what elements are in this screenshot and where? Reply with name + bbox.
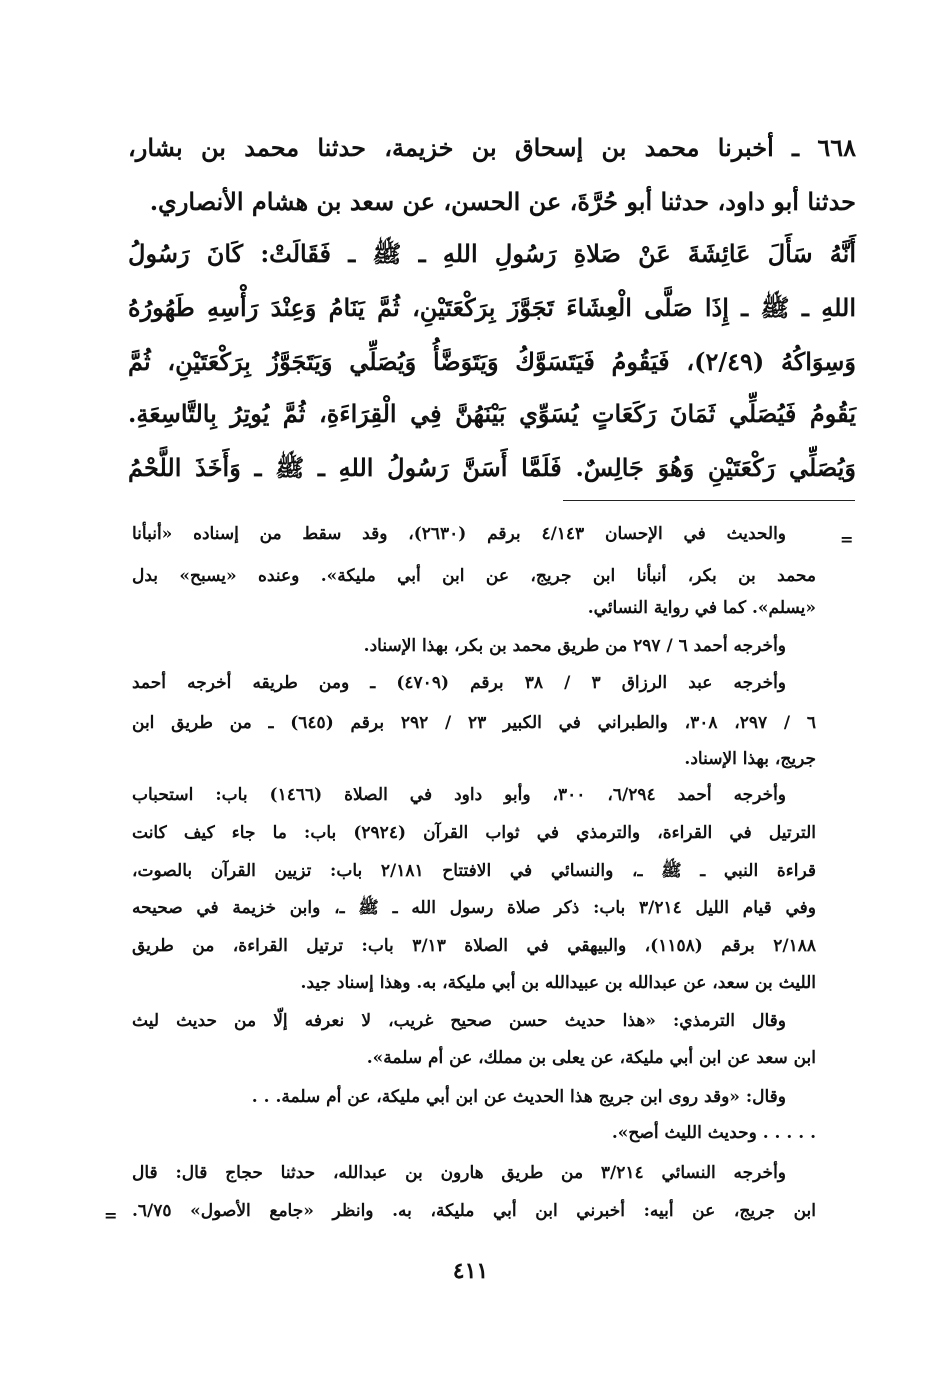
footnote-line: وأخرجه النسائي ٣/٢١٤ من طريق هارون بن عبدالله، حدثنا حجاج قال: قال bbox=[132, 1163, 787, 1183]
main-line: وَيُصَلِّي رَكْعَتَيْنِ وَهُوَ جَالِسٌ. فَلَمَّا أَسَنَّ رَسُولُ اللهِ ـ ﷺ ـ وَأَخَذَ اللَّحْمُ bbox=[128, 453, 856, 482]
page-number: ٤١١ bbox=[452, 1258, 489, 1284]
continuation-mark-bottom: = bbox=[104, 1206, 118, 1225]
footnote-line: وقال الترمذي: «هذا حديث حسن صحيح غريب، لا نعرفه إلّا من حديث ليث bbox=[132, 1011, 786, 1031]
footnote-line: ابن سعد عن ابن أبي مليكة، عن يعلى بن مملك، عن أم سلمة». bbox=[366, 1048, 816, 1068]
footnote-divider bbox=[563, 500, 855, 501]
footnote-line: والحديث في الإحسان ٤/١٤٣ برقم (٢٦٣٠)، وقد سقط من إسناده «أنبأنا bbox=[132, 524, 787, 544]
footnote-line: وأخرجه أحمد ٦ / ٢٩٧ من طريق محمد بن بكر، بهذا الإسناد. bbox=[363, 636, 786, 656]
footnote-line: وأخرجه عبد الرزاق ٣ / ٣٨ برقم (٤٧٠٩) ـ ومن طريقه أخرجه أحمد bbox=[132, 673, 787, 693]
continuation-mark-top: = bbox=[840, 530, 854, 549]
footnote-line: الترتيل في القراءة، والترمذي في ثواب القرآن (٢٩٢٤) باب: ما جاء كيف كانت bbox=[132, 823, 816, 843]
main-line: ٦٦٨ ـ أخبرنا محمد بن إسحاق بن خزيمة، حدثنا محمد بن بشار، bbox=[128, 133, 857, 162]
main-line: يَقُومُ فَيُصَلِّي ثَمَانَ رَكَعَاتٍ يُسَوِّي بَيْنَهُنَّ فِي الْقِرَاءَةِ، ثُمَّ يُوتِرُ بِالتَّاسِعَةِ. bbox=[128, 399, 856, 428]
footnote-line: الليث بن سعد، عن عبدالله بن عبيدالله بن أبي مليكة، به. وهذا إسناد جيد. bbox=[300, 973, 816, 993]
footnote-line: ابن جريج، عن أبيه: أخبرني ابن أبي مليكة، به. وانظر «جامع الأصول» ٦/٧٥. bbox=[132, 1201, 816, 1221]
footnote-line: وفي قيام الليل ٣/٢١٤ باب: ذكر صلاة رسول الله ـ ﷺ ـ، وابن خزيمة في صحيحه bbox=[132, 898, 816, 918]
main-line: اللهِ ـ ﷺ ـ إِذَا صَلَّى الْعِشَاءَ تَجَوَّزَ بِرَكْعَتَيْنِ، ثُمَّ يَنَامُ وَعِنْدَ رَأْسِهِ طَهُورُهُ bbox=[128, 293, 856, 322]
footnote-line: وأخرجه أحمد ٦/٢٩٤، ٣٠٠، وأبو داود في الصلاة (١٤٦٦) باب: استحباب bbox=[132, 785, 787, 805]
main-line: حدثنا أبو داود، حدثنا أبو حُرَّةَ، عن الحسن، عن سعد بن هشام الأنصاري. bbox=[149, 187, 856, 216]
footnote-line: وقال: «وقد روى ابن جريج هذا الحديث عن ابن أبي مليكة، عن أم سلمة. . . bbox=[251, 1087, 786, 1107]
footnote-line: . . . . . وحديث الليث أصح». bbox=[611, 1123, 816, 1143]
footnote-line: قراءة النبي ـ ﷺ ـ، والنسائي في الافتتاح ٢/١٨١ باب: تزيين القرآن بالصوت، bbox=[132, 861, 816, 881]
footnote-line: ٦ / ٢٩٧، ٣٠٨، والطبراني في الكبير ٢٣ / ٢٩٢ برقم (٦٤٥) ـ من طريق ابن bbox=[132, 713, 817, 733]
footnote-line: محمد بن بكر، أنبأنا ابن جريج، عن ابن أبي مليكة». وعنده «يسبح» بدل bbox=[132, 566, 816, 586]
footnote-line: جريج، بهذا الإسناد. bbox=[684, 749, 816, 769]
main-line: وَسِوَاكُهُ (٢/٤٩)، فَيَقُومُ فَيَتَسَوَّكُ وَيَتَوَضَّأُ وَيُصَلِّي وَيَتَجَوَّزُ بِرَكْعَتَيْنِ، ثُمَّ bbox=[128, 347, 856, 376]
footnote-line: «يسلم». كما في رواية النسائي. bbox=[587, 598, 816, 618]
footnote-line: ٢/١٨٨ برقم (١١٥٨)، والبيهقي في الصلاة ٣/١٣ باب: ترتيل القراءة، من طريق bbox=[132, 936, 816, 956]
main-line: أَنَّهُ سَأَلَ عَائِشَةَ عَنْ صَلاةِ رَسُولِ اللهِ ـ ﷺ ـ فَقَالَتْ: كَانَ رَسُولُ bbox=[128, 239, 856, 268]
